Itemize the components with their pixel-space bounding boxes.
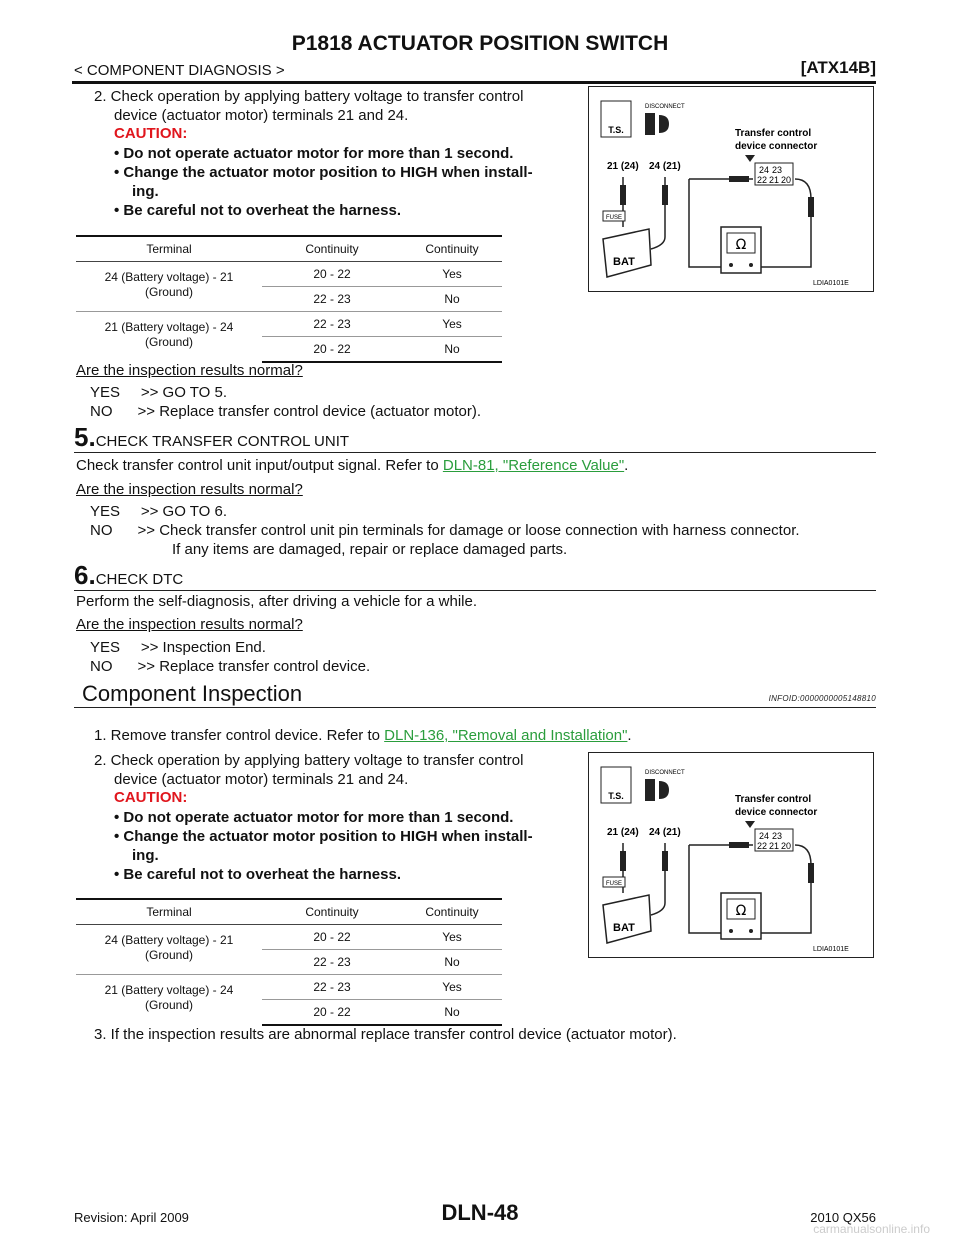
terminal-a: 21 (Battery voltage) - 24 bbox=[104, 983, 234, 997]
component-item2-cont: device (actuator motor) terminals 21 and 24. bbox=[114, 771, 409, 788]
item1-post: . bbox=[627, 727, 632, 744]
ts-label: T.S. bbox=[608, 791, 624, 801]
table-header: Continuity bbox=[402, 236, 502, 262]
pin-label: 23 bbox=[771, 165, 783, 175]
step4-bullet-2-cont: ing. bbox=[132, 183, 159, 200]
disconnect-label: DISCONNECT bbox=[645, 104, 685, 110]
step6-question: Are the inspection results normal? bbox=[76, 616, 303, 633]
model-label: 2010 QX56 bbox=[810, 1210, 876, 1225]
battery-label: BAT bbox=[613, 256, 635, 268]
figure-label-1: Transfer control bbox=[735, 128, 812, 139]
table-cell: 22 - 23 bbox=[262, 950, 402, 975]
model-code: [ATX14B] bbox=[800, 58, 876, 77]
probe bbox=[620, 851, 626, 871]
pointer-icon bbox=[745, 821, 755, 828]
ts-label: T.S. bbox=[608, 125, 624, 135]
table-cell-terminal bbox=[76, 262, 262, 312]
battery-icon bbox=[603, 895, 651, 943]
table-cell: 20 - 22 bbox=[262, 1000, 402, 1026]
pointer-icon bbox=[745, 155, 755, 162]
terminal-b: (Ground) bbox=[144, 335, 194, 349]
step-number: 6. bbox=[74, 560, 96, 590]
pin-label: 24 bbox=[758, 831, 770, 841]
section-title: Component Inspection bbox=[82, 681, 303, 706]
ohm-symbol: Ω bbox=[735, 903, 747, 919]
wiring-figure-1 bbox=[588, 86, 874, 292]
step4-bullet-1: • Do not operate actuator motor for more than 1 second. bbox=[114, 145, 514, 162]
step4-caution: CAUTION: bbox=[114, 125, 188, 142]
step5-question: Are the inspection results normal? bbox=[76, 481, 303, 498]
step5-no-cont: If any items are damaged, repair or replace damaged parts. bbox=[172, 541, 568, 558]
step4-yes: YES >> GO TO 5. bbox=[90, 384, 228, 401]
ohm-symbol: Ω bbox=[735, 237, 747, 253]
step4-question: Are the inspection results normal? bbox=[76, 362, 303, 379]
revision-label: Revision: April 2009 bbox=[74, 1210, 189, 1225]
probe bbox=[620, 185, 626, 205]
battery-icon bbox=[603, 229, 651, 277]
disconnect-label: DISCONNECT bbox=[645, 770, 685, 776]
table-cell-terminal bbox=[76, 975, 262, 1026]
step5-heading bbox=[74, 422, 349, 453]
terminal-label: 24 (21) bbox=[649, 827, 681, 838]
step6-yes: YES >> Inspection End. bbox=[90, 639, 266, 656]
table-cell: 20 - 22 bbox=[313, 930, 351, 944]
figure-label-2: device connector bbox=[735, 807, 818, 818]
battery-label: BAT bbox=[613, 922, 635, 934]
component-caution: CAUTION: bbox=[114, 789, 188, 806]
terminal-dot bbox=[749, 263, 753, 267]
disconnect-icon bbox=[645, 113, 669, 135]
probe bbox=[729, 842, 749, 848]
step-title: CHECK TRANSFER CONTROL UNIT bbox=[95, 433, 350, 450]
table-header: Continuity bbox=[402, 899, 502, 925]
step-rule bbox=[74, 452, 876, 453]
figure-label-2: device connector bbox=[735, 141, 818, 152]
table-header: Terminal bbox=[76, 899, 262, 925]
table-cell: No bbox=[402, 287, 502, 312]
table-cell: Yes bbox=[442, 930, 462, 944]
fuse-label: FUSE bbox=[605, 215, 623, 221]
wiring-diagram bbox=[589, 87, 873, 291]
continuity-table-1 bbox=[76, 235, 502, 363]
disconnect-icon bbox=[645, 779, 669, 801]
step5-no: NO >> Check transfer control unit pin terminals for damage or loose connection with harness connector. bbox=[90, 522, 800, 539]
terminal-label: 24 (21) bbox=[649, 161, 681, 172]
table-cell: No bbox=[402, 950, 502, 975]
table-cell: 22 - 23 bbox=[262, 975, 402, 1000]
terminal-dot bbox=[729, 263, 733, 267]
step4-no: NO >> Replace transfer control device (actuator motor). bbox=[90, 403, 481, 420]
fuse-label: FUSE bbox=[605, 881, 623, 887]
table-cell-terminal bbox=[76, 925, 262, 975]
header-rule bbox=[72, 81, 876, 84]
table-cell: 22 - 23 bbox=[262, 287, 402, 312]
terminal-b: (Ground) bbox=[144, 948, 194, 962]
step-title: CHECK DTC bbox=[95, 571, 184, 588]
probe bbox=[729, 176, 749, 182]
watermark: carmanualsonline.info bbox=[813, 1222, 930, 1236]
pin-label: 20 bbox=[780, 175, 792, 185]
reference-link[interactable]: DLN-81, "Reference Value" bbox=[442, 457, 625, 474]
section-label: < COMPONENT DIAGNOSIS > bbox=[74, 62, 285, 79]
terminal-a: 24 (Battery voltage) - 21 bbox=[104, 933, 234, 947]
table-cell-terminal bbox=[76, 312, 262, 363]
step4-item2-cont: device (actuator motor) terminals 21 and 24. bbox=[114, 107, 409, 124]
table-cell: No bbox=[402, 337, 502, 363]
pin-label: 24 bbox=[758, 165, 770, 175]
page-title: P1818 ACTUATOR POSITION SWITCH bbox=[291, 32, 669, 55]
table-cell: Yes bbox=[442, 267, 462, 281]
step4-item2: 2. Check operation by applying battery voltage to transfer control bbox=[94, 88, 524, 105]
pin-label: 21 bbox=[768, 841, 780, 851]
step5-yes: YES >> GO TO 6. bbox=[90, 503, 228, 520]
pin-label: 22 bbox=[756, 175, 768, 185]
step4-bullet-3: • Be careful not to overheat the harness. bbox=[114, 202, 401, 219]
page-number: DLN-48 bbox=[441, 1200, 519, 1225]
table-cell: 20 - 22 bbox=[262, 337, 402, 363]
probe bbox=[662, 851, 668, 871]
pin-label: 21 bbox=[768, 175, 780, 185]
component-bullet-3: • Be careful not to overheat the harness. bbox=[114, 866, 401, 883]
component-item3: 3. If the inspection results are abnormal replace transfer control device (actuator motor). bbox=[94, 1026, 677, 1043]
removal-link[interactable]: DLN-136, "Removal and Installation" bbox=[384, 727, 628, 744]
step-number: 5. bbox=[74, 422, 96, 452]
figure-label-1: Transfer control bbox=[735, 794, 812, 805]
table-cell: Yes bbox=[402, 312, 502, 337]
continuity-table-2 bbox=[76, 898, 502, 1026]
wiring-figure-2 bbox=[588, 752, 874, 958]
probe bbox=[662, 185, 668, 205]
step5-text-pre: Check transfer control unit input/output signal. Refer to bbox=[76, 457, 443, 474]
figure-code: LDIA0101E bbox=[813, 946, 849, 953]
terminal-label: 21 (24) bbox=[607, 161, 639, 172]
table-header: Terminal bbox=[76, 236, 262, 262]
table-cell: 22 - 23 bbox=[262, 312, 402, 337]
step5-text-post: . bbox=[624, 457, 629, 474]
component-item2: 2. Check operation by applying battery voltage to transfer control bbox=[94, 752, 524, 769]
step6-heading bbox=[74, 560, 183, 591]
terminal-b: (Ground) bbox=[144, 998, 194, 1012]
terminal-a: 24 (Battery voltage) - 21 bbox=[104, 270, 234, 284]
step6-no: NO >> Replace transfer control device. bbox=[90, 658, 371, 675]
wiring-diagram bbox=[589, 753, 873, 957]
terminal-dot bbox=[749, 929, 753, 933]
figure-code: LDIA0101E bbox=[813, 280, 849, 287]
table-cell: Yes bbox=[402, 975, 502, 1000]
table-header: Continuity bbox=[262, 236, 402, 262]
section-rule bbox=[74, 707, 876, 708]
step6-text: Perform the self-diagnosis, after driving a vehicle for a while. bbox=[76, 593, 478, 610]
item1-pre: 1. Remove transfer control device. Refer to bbox=[94, 727, 385, 744]
component-bullet-2-cont: ing. bbox=[132, 847, 159, 864]
table-header: Continuity bbox=[262, 899, 402, 925]
terminal-b: (Ground) bbox=[144, 285, 194, 299]
step5-text bbox=[76, 456, 628, 475]
step-rule bbox=[74, 590, 876, 591]
terminal-a: 21 (Battery voltage) - 24 bbox=[104, 320, 234, 334]
component-bullet-2: • Change the actuator motor position to HIGH when install- bbox=[114, 828, 533, 845]
step4-bullet-2: • Change the actuator motor position to HIGH when install- bbox=[114, 164, 533, 181]
probe bbox=[808, 863, 814, 883]
pin-label: 23 bbox=[771, 831, 783, 841]
probe bbox=[808, 197, 814, 217]
pin-label: 22 bbox=[756, 841, 768, 851]
terminal-label: 21 (24) bbox=[607, 827, 639, 838]
table-cell: 20 - 22 bbox=[313, 267, 351, 281]
component-bullet-1: • Do not operate actuator motor for more than 1 second. bbox=[114, 809, 514, 826]
pin-label: 20 bbox=[780, 841, 792, 851]
terminal-dot bbox=[729, 929, 733, 933]
table-cell: No bbox=[402, 1000, 502, 1026]
component-item1 bbox=[94, 726, 632, 745]
info-id: INFOID:0000000005148810 bbox=[768, 694, 876, 703]
